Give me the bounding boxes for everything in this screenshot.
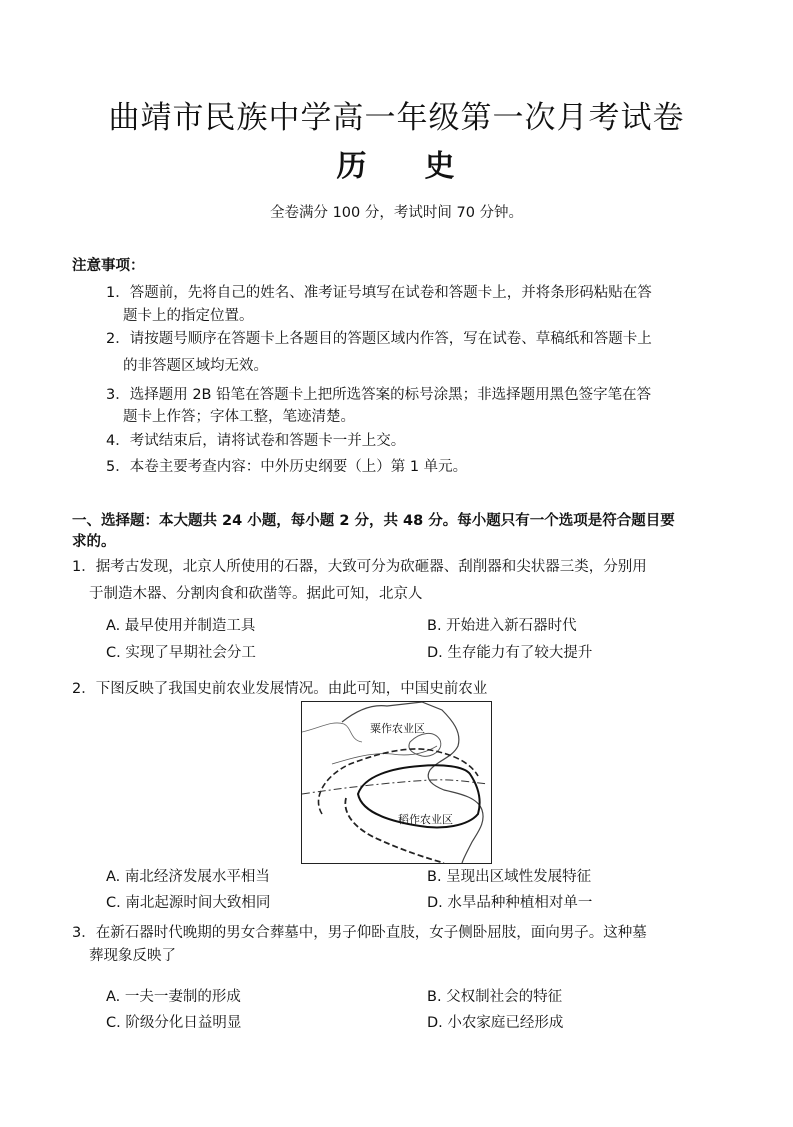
question-3-line-1: 3．在新石器时代晚期的男女合葬墓中，男子仰卧直肢，女子侧卧屈肢，面向男子。这种墓 xyxy=(72,925,647,941)
notes-heading: 注意事项： xyxy=(72,258,145,274)
question-3-line-2: 葬现象反映了 xyxy=(89,948,176,964)
rice-label: 稻作农业区 xyxy=(398,813,453,826)
section-heading-line-2: 求的。 xyxy=(72,534,116,550)
note-4: 4．考试结束后，请将试卷和答题卡一并上交。 xyxy=(106,433,406,449)
note-5: 5．本卷主要考查内容：中外历史纲要（上）第 1 单元。 xyxy=(106,459,468,475)
question-2-option-a[interactable]: A. 南北经济发展水平相当 xyxy=(106,869,270,885)
millet-boundary xyxy=(318,749,478,814)
note-2-line-1: 2．请按题号顺序在答题卡上各题目的答题区域内作答，写在试卷、草稿纸和答题卡上 xyxy=(106,331,652,347)
note-2-line-2: 的非答题区域均无效。 xyxy=(123,358,268,374)
agriculture-map xyxy=(301,701,492,864)
section-heading-line-1: 一、选择题：本大题共 24 小题，每小题 2 分，共 48 分。每小题只有一个选项是符合题目要 xyxy=(72,513,675,529)
exam-info: 全卷满分 100 分，考试时间 70 分钟。 xyxy=(269,205,524,221)
question-2-option-b[interactable]: B. 呈现出区域性发展特征 xyxy=(427,869,592,885)
question-2-option-d[interactable]: D. 水旱品种种植相对单一 xyxy=(427,895,593,911)
question-3-option-b[interactable]: B. 父权制社会的特征 xyxy=(427,989,563,1005)
page-title: 曲靖市民族中学高一年级第一次月考试卷 xyxy=(108,100,685,136)
dash-dot-line xyxy=(302,780,488,794)
subject-char-1: 历 xyxy=(336,149,369,184)
question-3-option-c[interactable]: C. 阶级分化日益明显 xyxy=(106,1015,242,1031)
subject-heading xyxy=(0,141,793,185)
peninsula xyxy=(409,733,441,756)
agriculture-map-drawing xyxy=(302,702,491,863)
millet-label: 粟作农业区 xyxy=(370,722,425,735)
question-2-option-c[interactable]: C. 南北起源时间大致相同 xyxy=(106,895,271,911)
note-1-line-2: 题卡上的指定位置。 xyxy=(123,308,254,324)
question-1-option-b[interactable]: B. 开始进入新石器时代 xyxy=(427,618,577,634)
question-2-line-1: 2．下图反映了我国史前农业发展情况。由此可知，中国史前农业 xyxy=(72,681,488,697)
note-1-line-1: 1．答题前，先将自己的姓名、准考证号填写在试卷和答题卡上，并将条形码粘贴在答 xyxy=(106,285,652,301)
subject-char-2: 史 xyxy=(424,149,457,184)
question-1-line-2: 于制造木器、分割肉食和砍凿等。据此可知，北京人 xyxy=(89,586,423,602)
note-3-line-1: 3．选择题用 2B 铅笔在答题卡上把所选答案的标号涂黑；非选择题用黑色签字笔在答 xyxy=(106,387,652,403)
question-1-option-d[interactable]: D. 生存能力有了较大提升 xyxy=(427,645,593,661)
terrain-line xyxy=(302,723,362,742)
note-3-line-2: 题卡上作答；字体工整，笔迹清楚。 xyxy=(123,409,355,425)
question-1-line-1: 1．据考古发现，北京人所使用的石器，大致可分为砍砸器、刮削器和尖状器三类，分别用 xyxy=(72,559,647,575)
question-1-option-a[interactable]: A. 最早使用并制造工具 xyxy=(106,618,256,634)
question-3-option-d[interactable]: D. 小农家庭已经形成 xyxy=(427,1015,564,1031)
rice-outer-boundary xyxy=(345,798,444,863)
question-1-option-c[interactable]: C. 实现了早期社会分工 xyxy=(106,645,256,661)
question-3-option-a[interactable]: A. 一夫一妻制的形成 xyxy=(106,989,241,1005)
